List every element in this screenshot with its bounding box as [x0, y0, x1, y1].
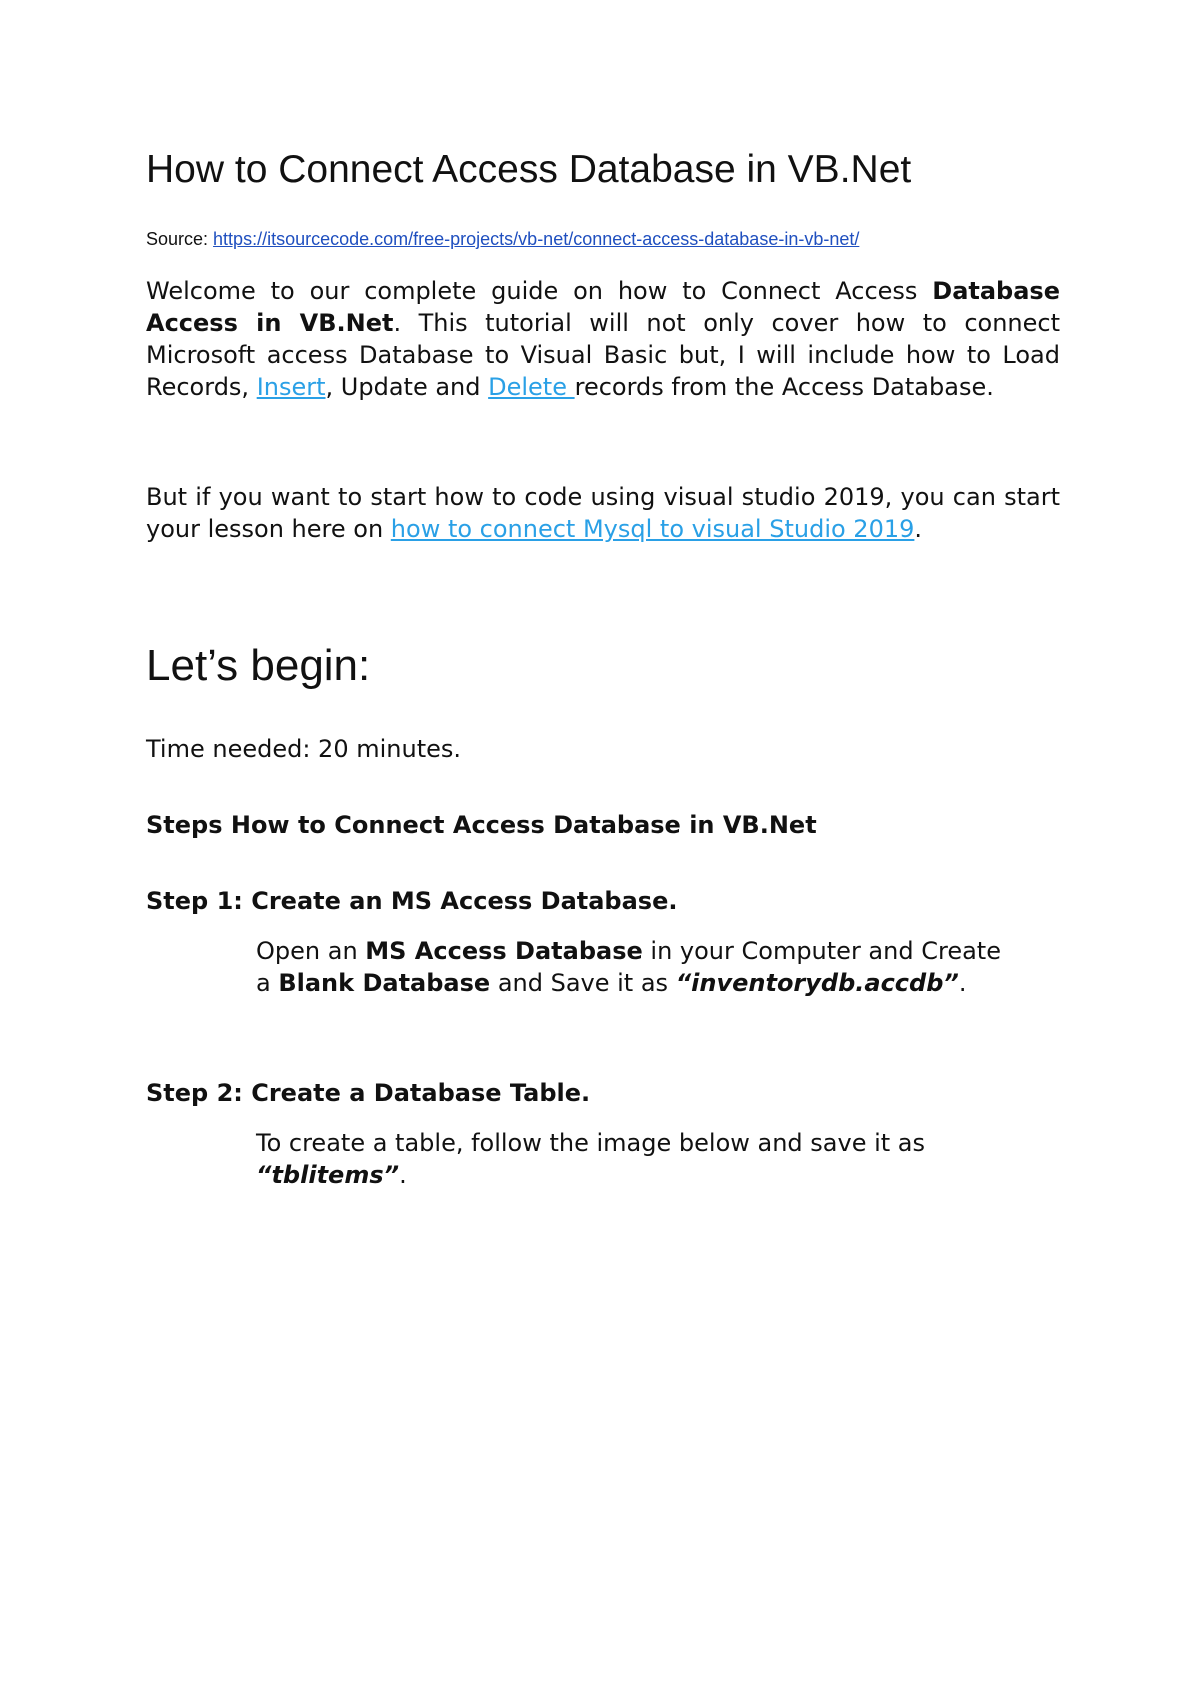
vs2019-text-1: But if you want to start how to code using visual studio 2019, you can start your lesson here on — [146, 483, 1060, 543]
insert-link[interactable]: Insert — [256, 373, 326, 401]
source-label: Source: — [146, 229, 214, 249]
step-2-heading: Step 2: Create a Database Table. — [146, 1079, 591, 1107]
step-1-text-2: in your Computer and Create a — [256, 937, 1001, 997]
step-2-text-1: To create a table, follow the image below and save it as — [256, 1129, 926, 1157]
mysql-visual-studio-link[interactable]: how to connect Mysql to visual Studio 2019 — [390, 515, 915, 543]
step-2-tablename: “tblitems” — [256, 1161, 400, 1189]
intro-text-1: Welcome to our complete guide on how to Connect Access — [146, 277, 933, 305]
time-needed: Time needed: 20 minutes. — [146, 735, 461, 763]
step-1-bold-2: Blank Database — [278, 969, 491, 997]
source-line — [146, 228, 859, 250]
step-2-body — [256, 1127, 1016, 1191]
step-1-text-1: Open an — [256, 937, 366, 965]
step-1-bold-1: MS Access Database — [365, 937, 643, 965]
delete-link[interactable]: Delete — [488, 373, 575, 401]
step-1-body — [256, 935, 1016, 999]
step-1-heading: Step 1: Create an MS Access Database. — [146, 887, 678, 915]
step-1-text-4: . — [958, 969, 967, 997]
intro-text-4: records from the Access Database. — [574, 373, 994, 401]
intro-text-2: . This tutorial will not only cover how to connect Microsoft access Database to Visual Basic but, I will include how to Load Records, — [146, 309, 1060, 401]
steps-heading: Steps How to Connect Access Database in VB.Net — [146, 811, 817, 839]
intro-bold-1: Database Access in VB.Net — [146, 277, 1060, 337]
source-link[interactable]: https://itsourcecode.com/free-projects/vb-net/connect-access-database-in-vb-net/ — [213, 229, 860, 249]
page-title: How to Connect Access Database in VB.Net — [146, 148, 912, 191]
step-1-text-3: and Save it as — [490, 969, 676, 997]
vs2019-paragraph — [146, 481, 1060, 545]
step-2-text-2: . — [399, 1161, 407, 1189]
step-1-filename: “inventorydb.accdb” — [675, 969, 959, 997]
vs2019-text-2: . — [914, 515, 923, 543]
intro-text-3: , Update and — [325, 373, 489, 401]
intro-paragraph — [146, 275, 1060, 403]
lets-begin-heading: Let’s begin: — [146, 641, 371, 690]
